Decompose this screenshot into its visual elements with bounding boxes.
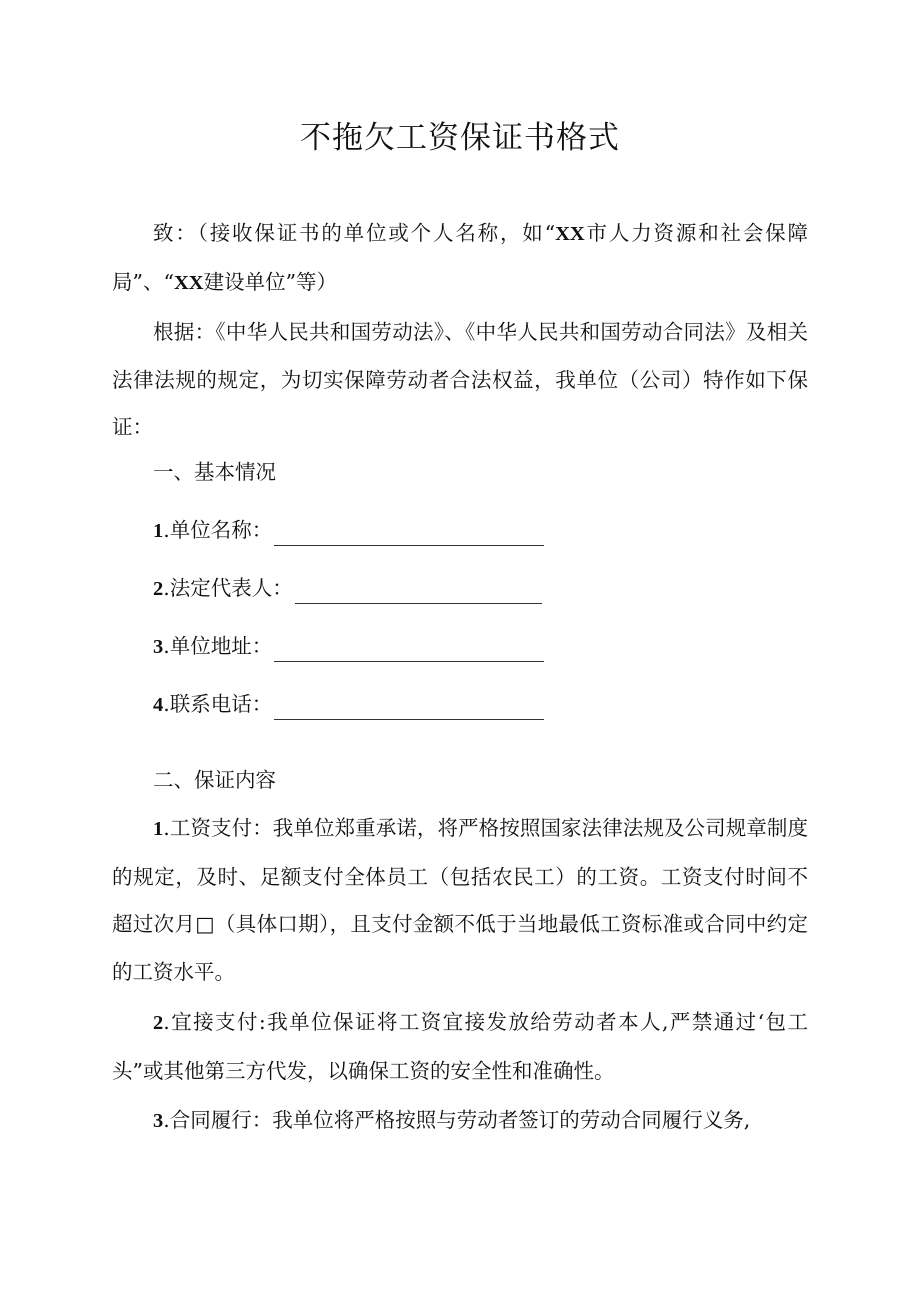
section-one-heading: 一、基本情况 [153,460,276,484]
field-label: .法定代表人： [163,576,293,600]
addressee-bold-1: XX [555,223,585,245]
field-label: .单位地址： [163,634,273,658]
field-label: .联系电话： [163,692,273,716]
guarantee-item-contract-performance [112,1097,808,1146]
field-unit-address [153,631,544,662]
item-text: .工资支付：我单位郑重承诺，将严格按照国家法律法规及公司规章制度的规定，及时、足额支付全体员工（包括农民工）的工资。工资支付时间不超过次月□（具体口期），且支付金额不低于当地最低工资标准或合同中约定的工资水平。 [112,816,808,984]
addressee-quote-open-1: “ [544,221,556,245]
field-contact-phone [153,689,544,720]
field-legal-representative [153,573,542,604]
item-number: 1 [153,818,164,840]
field-label: .单位名称： [163,518,273,542]
guarantee-item-wage-payment [112,805,808,996]
unit-address-blank[interactable] [274,639,544,662]
item-number: 3 [153,1110,164,1132]
section-two-heading: 二、保证内容 [153,768,276,792]
item-text: .宜接支付:我单位保证将工资宜接发放给劳动者本人,严禁通过‘包工头”或其他第三方代发，以确保工资的安全性和准确性。 [112,1010,808,1083]
item-text: .合同履行：我单位将严格按照与劳动者签订的劳动合同履行义务, [163,1108,751,1132]
field-unit-name [153,515,544,546]
addressee-bold-2: XX [173,271,204,294]
addressee-tail: 建设单位”等） [203,269,338,294]
field-number: 3 [153,636,164,658]
addressee-mid: 市人力资源和社会保障局”、 [112,221,809,294]
addressee-quote-open-2: “ [163,269,174,294]
item-number: 2 [153,1012,164,1034]
addressee-prefix: 致：（接收保证书的单位或个人名称，如 [153,221,545,245]
legal-representative-blank[interactable] [295,581,542,604]
unit-name-blank[interactable] [274,523,544,546]
basis-paragraph: 根据：《中华人民共和国劳动法》、《中华人民共和国劳动合同法》及相关法律法规的规定，为切实保障劳动者合法权益，我单位（公司）特作如下保证： [112,320,808,439]
guarantee-item-direct-payment [112,999,808,1095]
document-title: 不拖欠工资保证书格式 [300,120,620,156]
contact-phone-blank[interactable] [274,697,544,720]
field-number: 4 [153,694,164,716]
field-number: 1 [153,520,164,542]
field-number: 2 [153,578,164,600]
addressee-paragraph [112,210,808,307]
